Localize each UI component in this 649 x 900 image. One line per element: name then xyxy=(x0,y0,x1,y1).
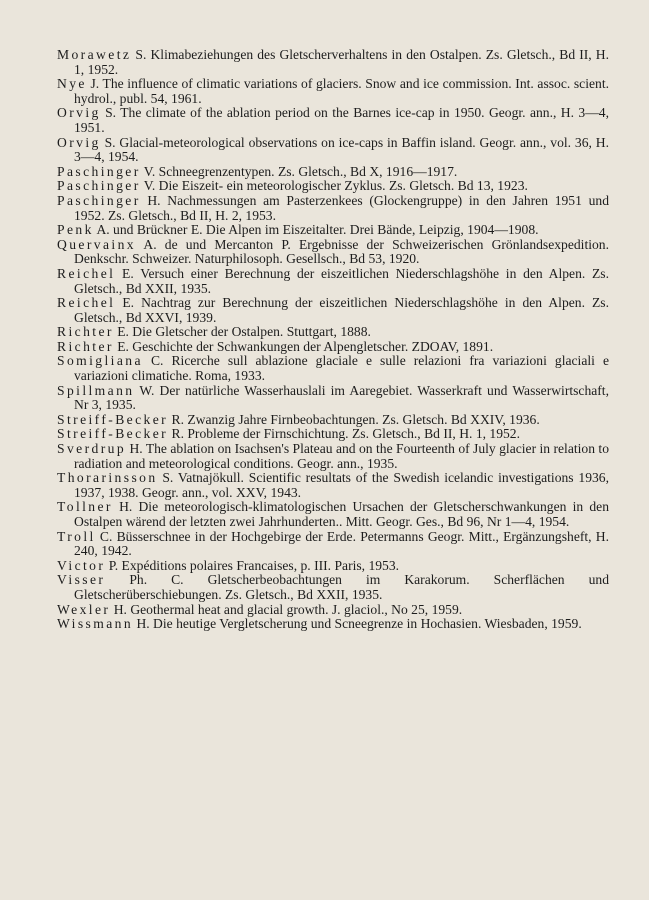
reference-author: Troll xyxy=(57,528,96,544)
reference-author: Sverdrup xyxy=(57,441,127,457)
reference-entry xyxy=(57,136,609,165)
reference-text: W. Der natürliche Wasserhauslali im Aaregebiet. Wasserkraft und Wasserwirtschaft, Nr 3, 1935. xyxy=(74,382,609,413)
reference-text: H. Nachmessungen am Pasterzenkees (Glockengruppe) in den Jahren 1951 und 1952. Zs. Gletsch., Bd II, H. 2, 1953. xyxy=(74,192,609,223)
reference-text: V. Schneegrenzentypen. Zs. Gletsch., Bd X, 1916—1917. xyxy=(140,163,458,179)
reference-text: E. Nachtrag zur Berechnung der eiszeitlichen Niederschlagshöhe in den Alpen. Zs. Gletsch., Bd XXVI, 1939. xyxy=(74,295,609,325)
reference-entry xyxy=(57,267,609,296)
reference-entry xyxy=(57,559,609,574)
reference-author: Spillmann xyxy=(57,382,135,398)
reference-author: Richter xyxy=(57,338,114,354)
reference-author: Somigliana xyxy=(57,353,143,369)
reference-entry xyxy=(57,384,609,413)
reference-author: Paschinger xyxy=(57,178,141,194)
reference-author: Reichel xyxy=(57,295,116,311)
reference-entry xyxy=(57,442,609,471)
reference-author: Thorarinsson xyxy=(57,470,158,486)
reference-text: S. Klimabeziehungen des Gletscherverhaltens in den Ostalpen. Zs. Gletsch., Bd II, H. 1, 1952. xyxy=(74,47,609,77)
reference-entry xyxy=(57,296,609,325)
reference-entry xyxy=(57,340,609,355)
reference-list xyxy=(57,48,609,632)
reference-entry xyxy=(57,238,609,267)
reference-entry xyxy=(57,325,609,340)
reference-text: V. Die Eiszeit- ein meteorologischer Zyklus. Zs. Gletsch. Bd 13, 1923. xyxy=(140,178,528,194)
reference-author: Paschinger xyxy=(57,192,141,208)
reference-entry xyxy=(57,179,609,194)
reference-text: S. Glacial-meteorological observations on ice-caps in Baffin island. Geogr. ann., vol. 36, H. 3—4, 1954. xyxy=(74,134,609,165)
reference-entry xyxy=(57,413,609,428)
reference-author: Quervainx xyxy=(57,236,136,252)
reference-text: A. de und Mercanton P. Ergebnisse der Schweizerischen Grönlandsexpedition. Denkschr. Schweizer. Naturphilosoph. Gesellsch., Bd 53, 1920. xyxy=(74,236,609,267)
reference-text: H. Geothermal heat and glacial growth. J. glaciol., No 25, 1959. xyxy=(110,601,463,617)
reference-author: Richter xyxy=(57,324,114,340)
reference-entry xyxy=(57,48,609,77)
reference-author: Penk xyxy=(57,222,94,238)
reference-author: Victor xyxy=(57,557,106,573)
reference-author: Nye xyxy=(57,76,87,92)
reference-author: Orvig xyxy=(57,134,101,150)
reference-author: Orvig xyxy=(57,105,101,121)
reference-text: S. Vatnajökull. Scientific resultats of the Swedish icelandic investigations 1936, 1937, 1938. Geogr. ann., vol. XXV, 1943. xyxy=(74,470,609,500)
reference-entry xyxy=(57,223,609,238)
reference-author: Streiff-Becker xyxy=(57,426,169,442)
reference-author: Reichel xyxy=(57,265,116,281)
reference-author: Wissmann xyxy=(57,616,134,632)
reference-text: C. Büsserschnee in der Hochgebirge der Erde. Petermanns Geogr. Mitt., Ergänzungsheft, H. 240, 1942. xyxy=(74,528,609,559)
reference-text: H. Die meteorologisch-klimatologischen Ursachen der Gletscherschwankungen in den Ostalpen wärend der letzten zwei Jahrhunderten.. Mitt. Geogr. Ges., Bd 96, Nr 1—4, 1954. xyxy=(74,499,609,529)
reference-text: E. Versuch einer Berechnung der eiszeitlichen Niederschlagshöhe in den Alpen. Zs. Gletsch., Bd XXII, 1935. xyxy=(74,265,609,296)
reference-text: H. The ablation on Isachsen's Plateau and on the Fourteenth of July glacier in relation to radiation and meteorological conditions. Geogr. ann., 1935. xyxy=(74,441,609,471)
reference-entry xyxy=(57,427,609,442)
reference-entry xyxy=(57,573,609,602)
reference-text: Ph. C. Gletscherbeobachtungen im Karakorum. Scherflächen und Gletscherüberschiebungen. Zs. Gletsch., Bd XXII, 1935. xyxy=(74,572,609,602)
reference-author: Streiff-Becker xyxy=(57,411,169,427)
reference-entry xyxy=(57,617,609,632)
reference-entry xyxy=(57,471,609,500)
reference-author: Paschinger xyxy=(57,163,141,179)
reference-text: R. Zwanzig Jahre Firnbeobachtungen. Zs. Gletsch. Bd XXIV, 1936. xyxy=(168,411,540,427)
reference-entry xyxy=(57,77,609,106)
reference-text: J. The influence of climatic variations of glaciers. Snow and ice commission. Int. assoc. scient. hydrol., publ. 54, 1961. xyxy=(74,76,609,106)
reference-author: Tollner xyxy=(57,499,113,515)
reference-text: E. Geschichte der Schwankungen der Alpengletscher. ZDOAV, 1891. xyxy=(113,338,494,354)
reference-text: C. Ricerche sull ablazione glaciale e sulle relazioni fra variazioni glaciali e variazioni climatiche. Roma, 1933. xyxy=(74,353,609,384)
reference-text: P. Expéditions polaires Francaises, p. III. Paris, 1953. xyxy=(105,557,400,573)
reference-text: H. Die heutige Vergletscherung und Scneegrenze in Hochasien. Wiesbaden, 1959. xyxy=(133,616,582,632)
reference-author: Visser xyxy=(57,572,106,588)
reference-text: E. Die Gletscher der Ostalpen. Stuttgart, 1888. xyxy=(113,324,371,340)
reference-entry xyxy=(57,500,609,529)
reference-author: Wexler xyxy=(57,601,111,617)
reference-author: Morawetz xyxy=(57,47,132,62)
reference-text: R. Probleme der Firnschichtung. Zs. Gletsch., Bd II, H. 1, 1952. xyxy=(168,426,520,442)
reference-entry xyxy=(57,194,609,223)
reference-entry xyxy=(57,165,609,180)
reference-entry xyxy=(57,530,609,559)
reference-entry xyxy=(57,106,609,135)
reference-text: A. und Brückner E. Die Alpen im Eiszeitalter. Drei Bände, Leipzig, 1904—1908. xyxy=(93,222,539,238)
reference-text: S. The climate of the ablation period on the Barnes ice-cap in 1950. Geogr. ann., H. 3—4, 1951. xyxy=(74,105,609,135)
reference-entry xyxy=(57,354,609,383)
reference-entry xyxy=(57,603,609,618)
